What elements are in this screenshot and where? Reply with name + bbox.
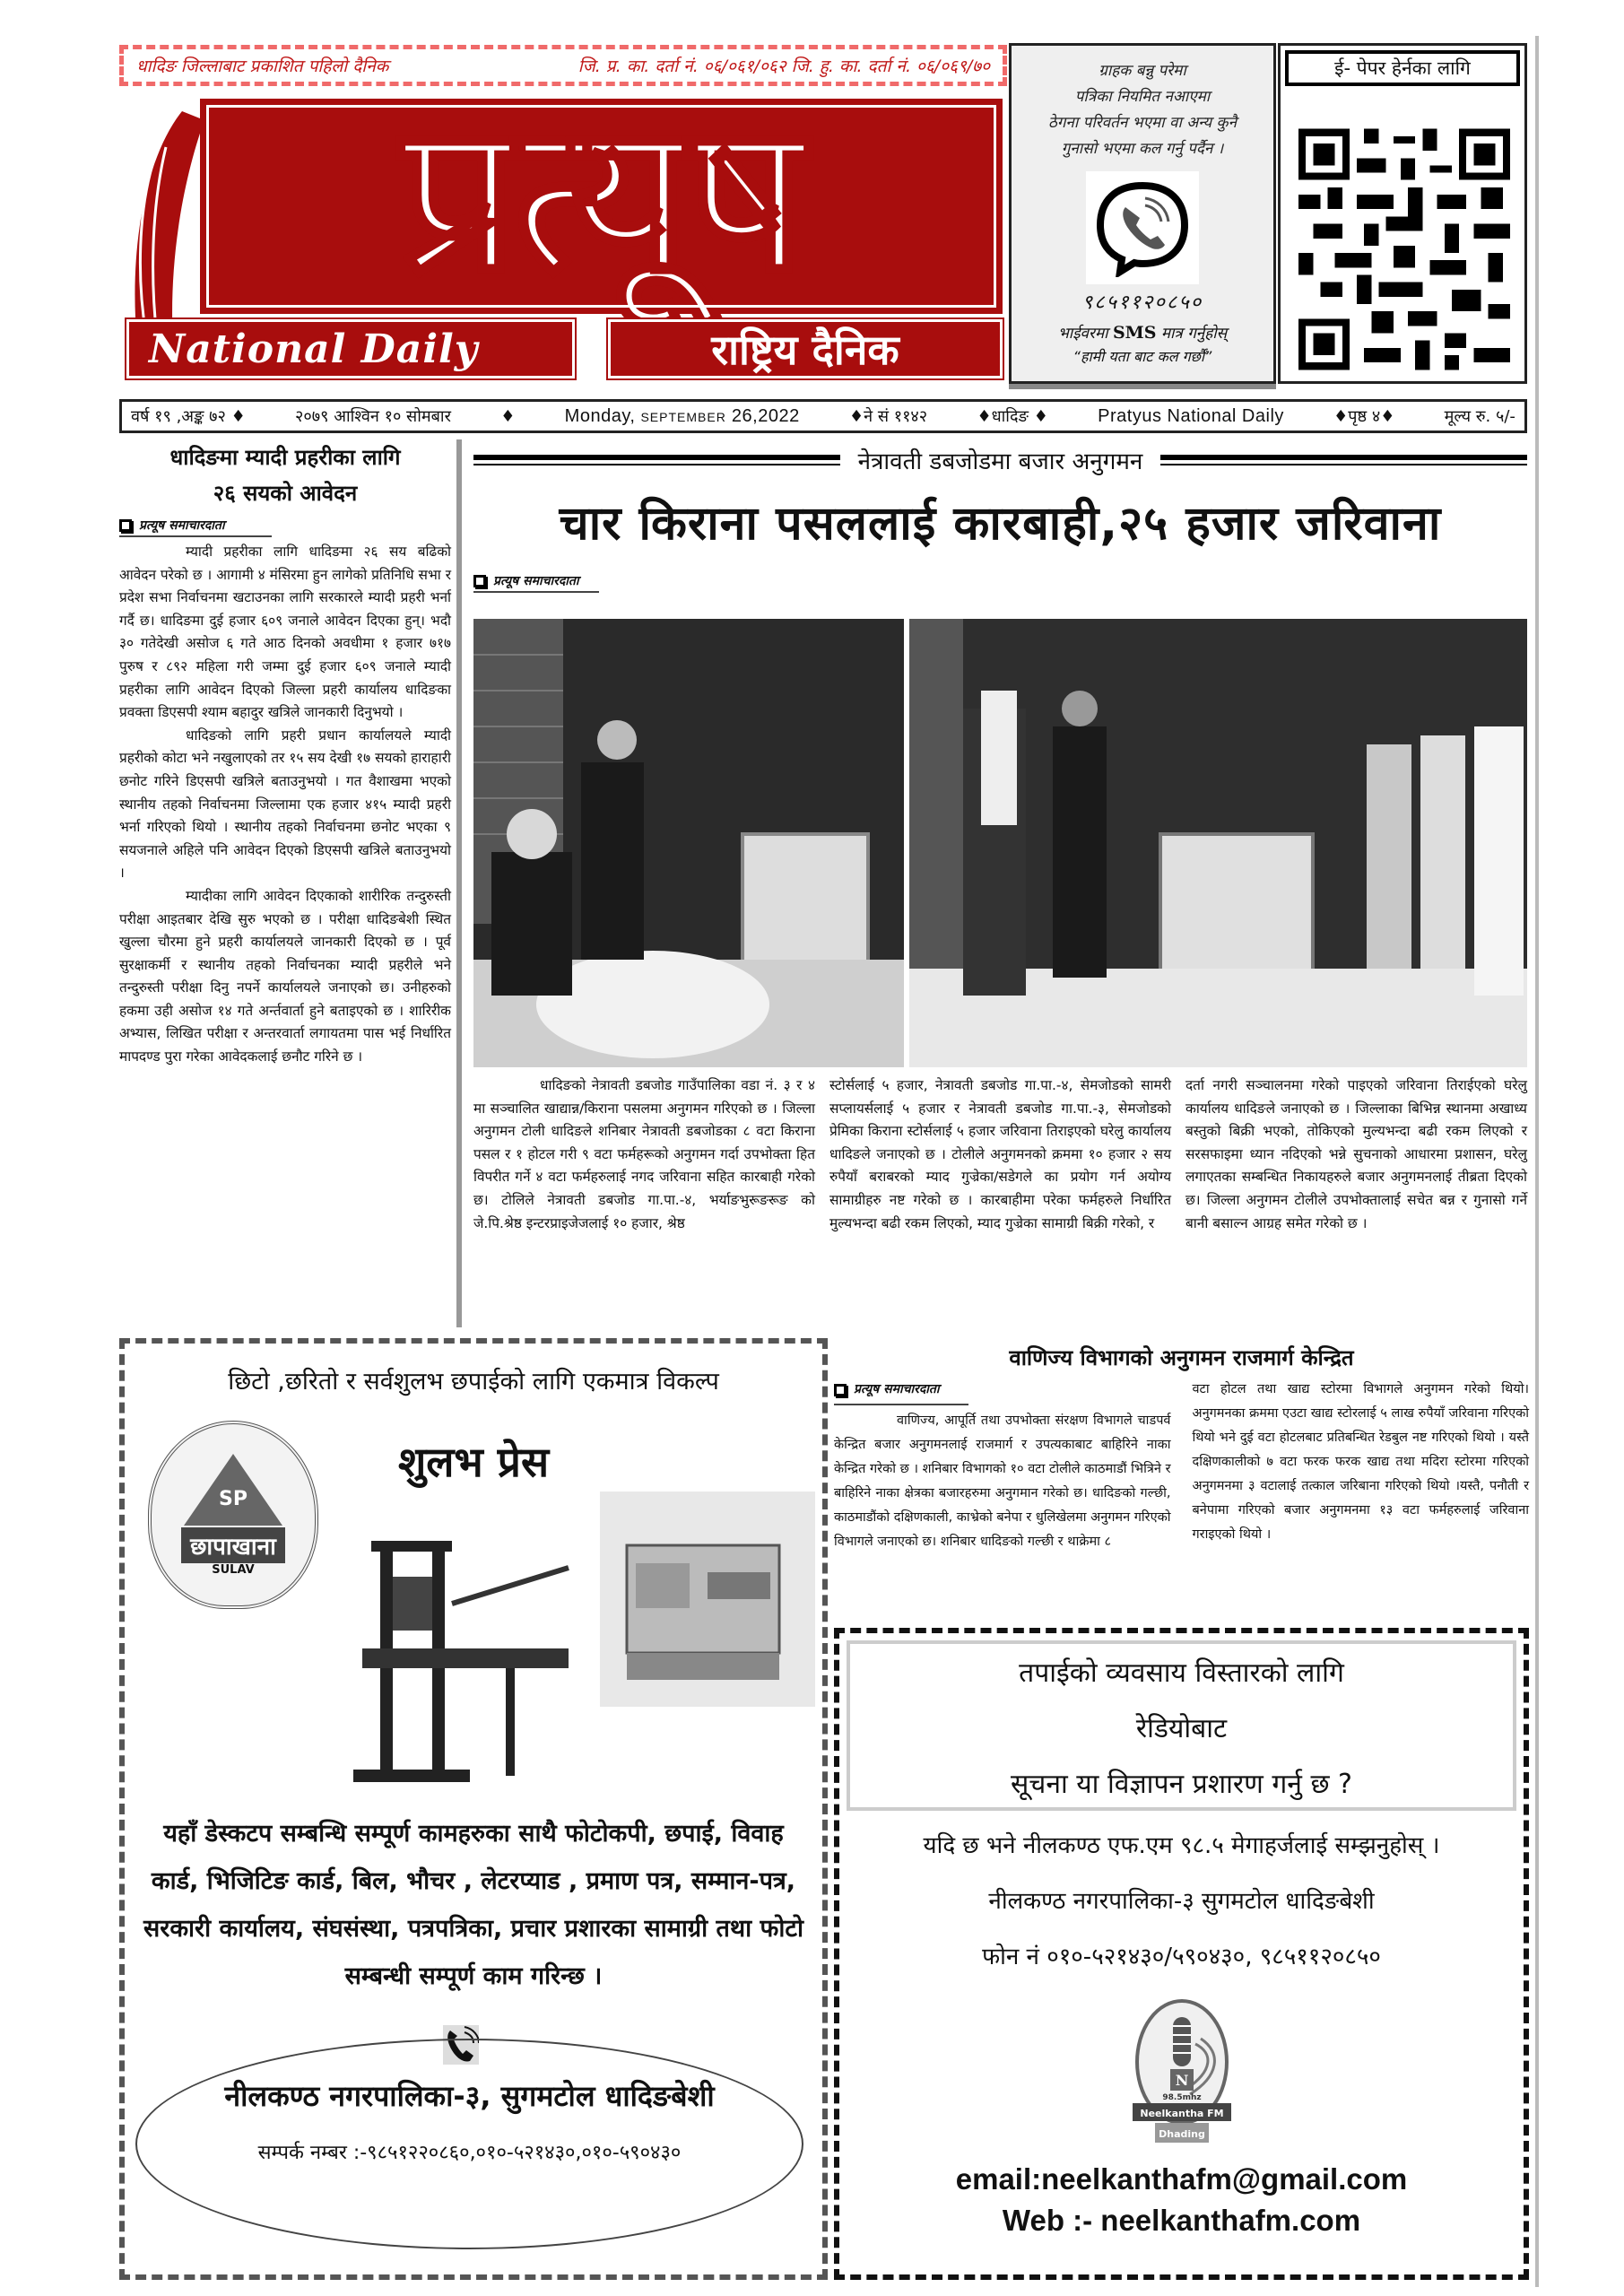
left-story-headline: धादिङमा म्यादी प्रहरीका लागि २६ सयको आवेदन xyxy=(169,445,401,506)
sulav-press-ad xyxy=(119,1338,828,2280)
paragraph: धादिङको लागि प्रहरी प्रधान कार्यालयले म्यादी प्रहरीको कोटा भने नखुलाएको तर १५ सय देखी १७ सयको हाराहारी छनोट गरिने डिएसपी खत्रिले बताउनुभयो । गत वैशाखमा भएको स्थानीय तहको निर्वाचनमा जिल्लामा एक हजार ४१५ म्यादी प्रहरी भर्ना गरिएको थियो । स्थानीय तहको निर्वाचनमा छनोट भएका ९ सयजनाले अहिले पनि आवेदन दिएको डिएसपी खत्रिले बताउनुभयो । xyxy=(119,726,451,882)
nepal-samvat: ♦ने सं ११४२ xyxy=(848,407,928,426)
byline: प्रत्यूष समाचारदाता xyxy=(119,517,272,537)
logo-wordmark-box xyxy=(200,76,1003,318)
byline-box-icon xyxy=(473,575,486,587)
main-story-kicker: नेत्रावती डबजोडमा बजार अनुगमन xyxy=(857,448,1143,475)
ad-address: नीलकण्ठ नगरपालिका-३ सुगमटोल धादिङबेशी xyxy=(988,1888,1375,1915)
callback-quote: “हामी यता बाट कल गर्छौं” xyxy=(1073,348,1212,365)
main-story-column: दर्ता नगरी सञ्चालनमा गरेको पाइएको जरिवाना तिराईएको घरेलु कार्यालय धादिङले जनाएको छ । जिल्लाका बिभिन्न स्थानमा अखाध्य बस्तुको बिक्री भएको, तोकिएको मुल्यभन्दा बढी रकम लिएको र सरसफाइमा ध्यान नदिएको भन्ने सुचनाको आधारमा प्रशासन, घरेलु लगाएतका सम्बन्धित निकायहरुले बजार अनुगमनलाई तीब्रता दिएको छ। जिल्ला अनुगमन टोलीले उपभोक्तालाई सचेत बन्न र गुनासो गर्ने बानी बसाल्न आग्रह समेत गरेको छ । xyxy=(1185,1077,1527,1231)
subscriber-notice xyxy=(1009,43,1276,384)
microphone-icon xyxy=(1173,2017,1191,2066)
strip-registration-text: जि. प्र. का. दर्ता नं. ०६/०६१/०६२ जि. हु. का. दर्ता नं. ०६/०६९/७० xyxy=(578,57,990,76)
logo-national-daily: National Daily xyxy=(126,319,575,378)
price: मूल्य रु. ५/- xyxy=(1444,407,1515,426)
paper-name: Pratyus National Daily xyxy=(1098,405,1284,426)
contact-ellipse xyxy=(135,2039,803,2249)
second-story-column: वटा होटल तथा खाद्य स्टोरमा विभागले अनुगमन गरेको थियो। अनुगमनका क्रममा एउटा खाद्य स्टोरलाई ५ लाख रुपैयाँ जरिवाना गरिएको थियो भने दुई वटा होटलबाट प्रतिबन्धित रेडबुल नष्ट गरिएको थियो । यस्तै दक्षिणकालीको ७ वटा फरक फरक खाद्य तथा मदिरा स्टोरमा गरिएको अनुगमनमा ३ वटालाई तत्काल जरिबाना गरिएको थियो ।यस्तै, पनौती र बनेपामा गरिएको बजार अनुगमनमा १३ वटा फर्महरुलाई जरिवाना गराइएको थियो । xyxy=(1192,1382,1529,1542)
ad-line: यदि छ भने नीलकण्ठ एफ.एम ९८.५ मेगाहर्जलाई सम्झनुहोस् । xyxy=(923,1832,1440,1859)
viber-phone-number: ९८५११२०८५० xyxy=(1081,291,1203,314)
dateline-bar xyxy=(119,399,1527,433)
notice-line: ग्राहक बन्नु परेमा xyxy=(1099,62,1186,80)
ad-website[interactable]: Web :- neelkanthafm.com xyxy=(1002,2204,1361,2237)
main-story-column: धादिङको नेत्रावती डबजोड गाउँपालिका वडा नं. ३ र ४ मा सञ्चालित खाद्यान्न/किराना पसलमा अनुगमन गरिएको छ । जिल्ला अनुगमन टोली धादिङले शनिबार नेत्रावती डबजोडका ८ वटा किराना पसल र १ होटल गरी ९ वटा फर्महरूको अनुगमन गर्दा उपभोक्ता हित विपरीत गर्ने ४ वटा फर्महरुलाई नगद जरिवाना सहित कारबाही गरेको छ। टोलिले नेत्रावती डबजोड गा.पा.-४, भर्याङभुरूङरूङ को जे.पि.श्रेष्ठ इन्टरप्राइजेजलाई १० हजार, श्रेष्ठ xyxy=(473,1077,815,1231)
byline: प्रत्यूष समाचारदाता xyxy=(834,1378,968,1405)
logo-rastriya-dainik: राष्ट्रिय दैनिक xyxy=(608,319,1003,378)
ad-address: नीलकण्ठ नगरपालिका-३, सुगमटोल धादिङबेशी xyxy=(224,2079,715,2113)
ad-email[interactable]: email:neelkanthafm@gmail.com xyxy=(955,2162,1408,2196)
ad-question: तपाईको व्यवसाय विस्तारको लागि रेडियोबाट सूचना या विज्ञापन प्रशारण गर्नु छ ? xyxy=(847,1640,1516,1811)
logo-wordmark: प्रत्यूष xyxy=(400,76,803,318)
ad-tagline: छिटो ,छरितो र सर्वशुलभ छपाईको लागि एकमात्र विकल्प xyxy=(228,1368,719,1396)
qr-code-icon[interactable] xyxy=(1298,128,1510,370)
byline-box-icon xyxy=(834,1384,847,1396)
second-story xyxy=(834,1338,1529,1616)
paragraph: म्यादीका लागि आवेदन दिएकाको शारीरिक तन्दुरुस्ती परीक्षा आइतबार देखि सुरु भएको छ । परीक्षा धादिङबेशी स्थित खुल्ला चौरमा हुने प्रहरी कार्यालयले जानकारी दिएको छ । पूर्व सुरक्षाकर्मी र स्थानीय तहको निर्वाचनका म्यादी प्रहरीले भने तन्दुरुस्ती परीक्षा दिनु नपर्ने कार्यालयले जनाएको छ। उनीहरुको हकमा उही असोज १४ गते अर्न्तवार्ता हुने बताइएको छ । शारिरीक अभ्यास, लिखित परीक्षा र अन्तरवार्ता लगायतमा पास भई निर्धारित मापदण्ड पुरा गरेका आवेदकलाई छनौट गरिने छ । xyxy=(119,887,451,1065)
printing-press-image xyxy=(326,1514,595,1792)
photo-inspection-shop-2 xyxy=(909,619,1527,1067)
sms-instruction: भाईवरमा SMS मात्र गर्नुहोस् xyxy=(1057,323,1228,343)
left-story xyxy=(119,439,462,1327)
offset-press-image xyxy=(600,1492,815,1707)
epaper-label: ई- पेपर हेर्नका लागि xyxy=(1285,50,1520,86)
nepali-date: २०७९ आश्विन १० सोमबार xyxy=(295,407,451,426)
svg-text:Neelkantha FM: Neelkantha FM xyxy=(1139,2108,1224,2119)
svg-text:Dhading: Dhading xyxy=(1158,2128,1205,2140)
neelkantha-fm-logo xyxy=(1124,1999,1240,2152)
main-story xyxy=(473,439,1527,1327)
svg-text:98.5mhz: 98.5mhz xyxy=(1161,2093,1202,2102)
ad-contact-number: सम्पर्क नम्बर :-९८५१२२०८६०,०१०-५२१४३०,०१०-५९०४३० xyxy=(257,2142,682,2164)
second-story-column: प्रत्यूष समाचारदाता वाणिज्य, आपूर्ति तथा उपभोक्ता संरक्षण विभागले चाडपर्व केन्द्रित बजार अनुगमनलाई राजमार्ग र उपत्यकाबाट बाहिरिने नाका केन्द्रित गरेको छ । शनिबार विभागको १० वटा टोलीले काठमाडौं भित्रिने र बाहिरिने नाका क्षेत्रका बजारहरुमा अनुगमान गरेको छ। धादिङको गल्छी, काठमाडौंको दक्षिणकाली, काभ्रेको बनेपा र धुलिखेलमा अनुगमन गरिएको विभागले जनाएको छ। शनिबार धादिङको गल्छी र थाक्रेमा ८ xyxy=(834,1378,1171,1554)
svg-text:N: N xyxy=(1175,2072,1188,2089)
notice-line: ठेगना परिवर्तन भएमा वा अन्य कुनै xyxy=(1047,114,1238,132)
english-date: Monday, SEPTEMBER 26,2022 xyxy=(564,405,800,426)
viber-icon xyxy=(1086,171,1199,284)
notice-line: गुनासो भएमा कल गर्नु पर्दैन । xyxy=(1061,140,1224,158)
strip-left-text: धादिङ जिल्लाबाट प्रकाशित पहिलो दैनिक xyxy=(136,57,389,76)
ad-services-text: यहाँ डेस्कटप सम्बन्धि सम्पूर्ण कामहरुका साथै फोटोकपी, छपाई, विवाह कार्ड, भिजिटिङ कार्ड, बिल, भौचर , लेटरप्याड , प्रमाण पत्र, सम्मान-पत्र, सरकारी कार्यालय, संघसंस्था, पत्रपत्रिका, प्रचार प्रशारका सामाग्री तथा फोटो सम्बन्धी सम्पूर्ण काम गरिन्छ । xyxy=(143,1820,803,1990)
diamond-icon: ♦ xyxy=(500,406,516,426)
sulav-logo: SP छापाखाना SULAV xyxy=(148,1421,318,1609)
epaper-box xyxy=(1278,43,1527,384)
main-story-column: स्टोर्सलाई ५ हजार, नेत्रावती डबजोड गा.पा.-४, सेमजोडको सामरी सप्लायर्सलाई ५ हजार र नेत्रावती डबजोड गा.पा.-३, सेमजोडको प्रेमिका किराना स्टोर्सलाई ५ हजार जरिवाना तिराइएको घरेलु कार्यालय धादिङले जनाएको छ । टोलीले अनुगमनको क्रममा १० हजार २ सय रुपैयाँ बराबरको म्याद गुज्रेका/सडेगले का प्रयोग गर्न अयोग्य सामाग्रीहरु नष्ट गरेको छ । कारबाहीमा परेका फर्महरुले निर्धारित मुल्यभन्दा बढी रकम लिएको, म्याद गुज्रेका सामाग्री बिक्री गरेको, र xyxy=(829,1077,1171,1231)
ad-brand: शुलभ प्रेस xyxy=(397,1438,550,1486)
page-number: ♦पृष्ठ ४♦ xyxy=(1333,407,1395,426)
byline: प्रत्यूष समाचारदाता xyxy=(473,572,599,593)
ad-phone: फोन नं ०१०-५२१४३०/५९०४३०, ९८५११२०८५० xyxy=(982,1944,1381,1970)
main-story-headline: चार किराना पसललाई कारबाही,२५ हजार जरिवाना xyxy=(559,497,1442,551)
notice-line: पत्रिका नियमित नआएमा xyxy=(1074,88,1211,106)
page-border xyxy=(1535,36,1539,2287)
newspaper-logo xyxy=(119,76,1007,380)
kicker-rule-left xyxy=(473,455,840,465)
left-story-body xyxy=(119,541,451,1069)
kicker-rule-right xyxy=(1160,455,1527,465)
neelkantha-fm-ad xyxy=(834,1628,1529,2280)
place: ♦धादिङ ♦ xyxy=(977,407,1048,426)
byline-box-icon xyxy=(119,519,132,532)
photo-inspection-shop-1 xyxy=(473,619,904,1067)
paragraph: म्यादी प्रहरीका लागि धादिङमा २६ सय बढिको आवेदन परेको छ । आगामी ४ मंसिरमा हुन लागेको प्रतिनिधि सभा र प्रदेश सभा निर्वाचनमा खटाउनका लागि सरकारले म्यादी प्रहरी भर्ना गर्दै छ। धादिङमा दुई हजार ६०९ जनाले आवेदन दिएका हुन्। भदौ ३० गतेदेखी असोज ६ गते आठ दिनको अवधीमा १ हजार ७१७ पुरुष र ८९२ महिला गरी जम्मा दुई हजार ६०९ जनाले म्यादी प्रहरीका लागि आवेदन दिएको जिल्ला प्रहरी कार्यालय धादिङका प्रवक्ता डिएसपी श्याम बहादुर खत्रिले जानकारी दिनुभयो । xyxy=(119,544,451,721)
volume-issue: वर्ष १९ ,अङ्क ७२ ♦ xyxy=(131,407,246,426)
second-story-headline: वाणिज्य विभागको अनुगमन राजमार्ग केन्द्रित xyxy=(1009,1345,1354,1370)
